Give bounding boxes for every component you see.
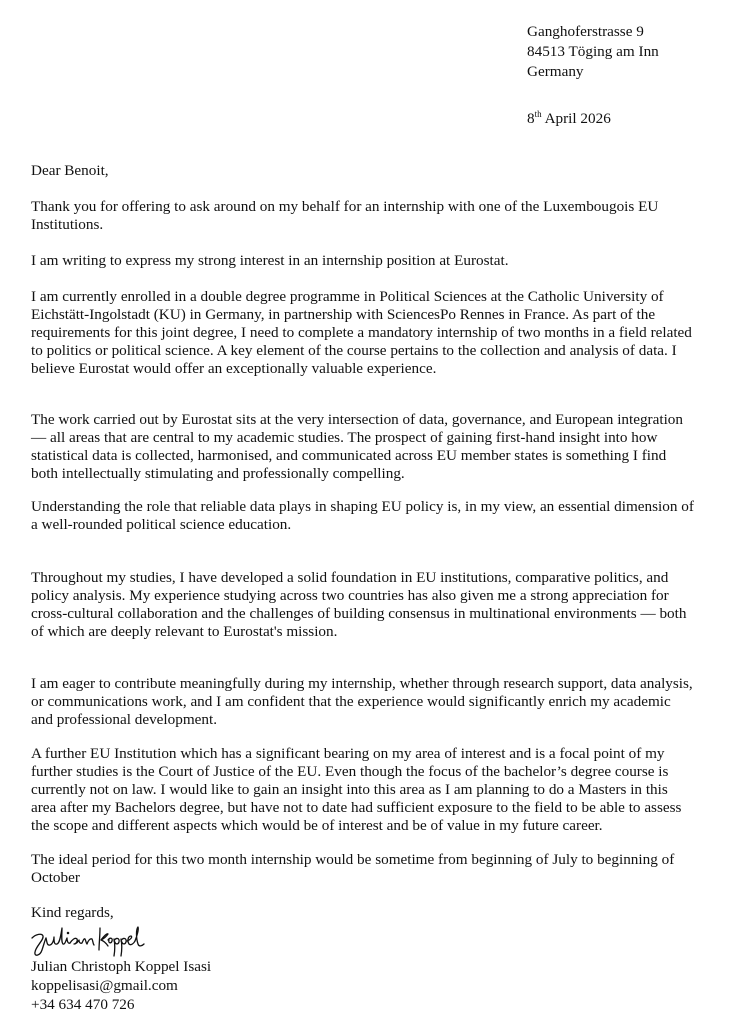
paragraph-line: Institutions.: [31, 216, 104, 233]
paragraph-line: The ideal period for this two month internship would be sometime from beginning of July to beginning of: [31, 851, 675, 868]
sender-phone: +34 634 470 726: [31, 996, 135, 1013]
paragraph-5: [31, 498, 731, 534]
address-city: 84513 Töging am Inn: [527, 43, 659, 60]
paragraph-line: The work carried out by Eurostat sits at the very intersection of data, governance, and European integration: [31, 411, 683, 428]
closing: [31, 904, 731, 922]
paragraph-4: [31, 411, 731, 483]
salutation-text: Dear Benoit,: [31, 162, 109, 179]
paragraph-6: [31, 569, 731, 641]
closing-text: Kind regards,: [31, 904, 114, 921]
letter-date: [527, 110, 611, 128]
sender-name: Julian Christoph Koppel Isasi: [31, 958, 212, 975]
date-month-year: April 2026: [541, 110, 611, 127]
paragraph-8: [31, 745, 731, 835]
handwritten-signature-icon: [30, 924, 145, 960]
paragraph-line: Throughout my studies, I have developed a solid foundation in EU institutions, comparative politics, and: [31, 569, 669, 586]
paragraph-line: Thank you for offering to ask around on my behalf for an internship with one of the Luxembougois EU: [31, 198, 659, 215]
date-suffix: th: [534, 109, 542, 119]
paragraph-9: [31, 851, 731, 887]
paragraph-line: policy analysis. My experience studying across two countries has also given me a strong appreciation for: [31, 587, 669, 604]
paragraph-line: I am writing to express my strong interest in an internship position at Eurostat.: [31, 252, 509, 269]
paragraph-line: I am eager to contribute meaningfully during my internship, whether through research support, data analysis,: [31, 675, 693, 692]
address-street: Ganghoferstrasse 9: [527, 23, 644, 40]
paragraph-line: cross-cultural collaboration and the challenges of building consensus in multinational environments — both: [31, 605, 687, 622]
paragraph-line: to politics or political science. A key element of the course pertains to the collection and analysis of data. I: [31, 342, 677, 359]
paragraph-line: or communications work, and I am confident that the experience would significantly enrich my academic: [31, 693, 671, 710]
paragraph-line: October: [31, 869, 80, 886]
paragraph-line: the scope and different aspects which would be of interest and be of value in my future career.: [31, 817, 603, 834]
paragraph-line: Understanding the role that reliable data plays in shaping EU policy is, in my view, an essential dimension of: [31, 498, 694, 515]
address-country: Germany: [527, 63, 584, 80]
paragraph-line: Eichstätt-Ingolstadt (KU) in Germany, in partnership with SciencesPo Rennes in France. As part of the: [31, 306, 656, 323]
paragraph-line: area after my Bachelors degree, but have not to date had sufficient exposure to the field to be able to assess: [31, 799, 682, 816]
sender-address: [527, 22, 659, 82]
paragraph-line: statistical data is collected, harmonised, and communicated across EU member states is something I find: [31, 447, 667, 464]
sender-email: koppelisasi@gmail.com: [31, 977, 178, 994]
paragraph-line: currently not on law. I would like to gain an insight into this area as I am planning to do a Masters in this: [31, 781, 668, 798]
paragraph-line: further studies is the Court of Justice of the EU. Even though the focus of the bachelor’s degree course is: [31, 763, 669, 780]
paragraph-line: both intellectually stimulating and professionally compelling.: [31, 465, 405, 482]
salutation: [31, 162, 731, 180]
paragraph-line: believe Eurostat would offer an exceptionally valuable experience.: [31, 360, 437, 377]
paragraph-1: [31, 198, 731, 234]
paragraph-3: [31, 288, 731, 378]
paragraph-line: — all areas that are central to my academic studies. The prospect of gaining first-hand insight into how: [31, 429, 658, 446]
paragraph-2: [31, 252, 731, 270]
paragraph-line: a well-rounded political science education.: [31, 516, 292, 533]
date-day: 8: [527, 110, 535, 127]
sender-signature-block: [31, 957, 211, 1014]
paragraph-line: I am currently enrolled in a double degree programme in Political Sciences at the Catholic University of: [31, 288, 664, 305]
paragraph-line: of which are deeply relevant to Eurostat's mission.: [31, 623, 338, 640]
paragraph-line: A further EU Institution which has a significant bearing on my area of interest and is a focal point of my: [31, 745, 665, 762]
paragraph-line: requirements for this joint degree, I need to complete a mandatory internship of two months in a field related: [31, 324, 692, 341]
paragraph-line: and professional development.: [31, 711, 217, 728]
paragraph-7: [31, 675, 731, 729]
